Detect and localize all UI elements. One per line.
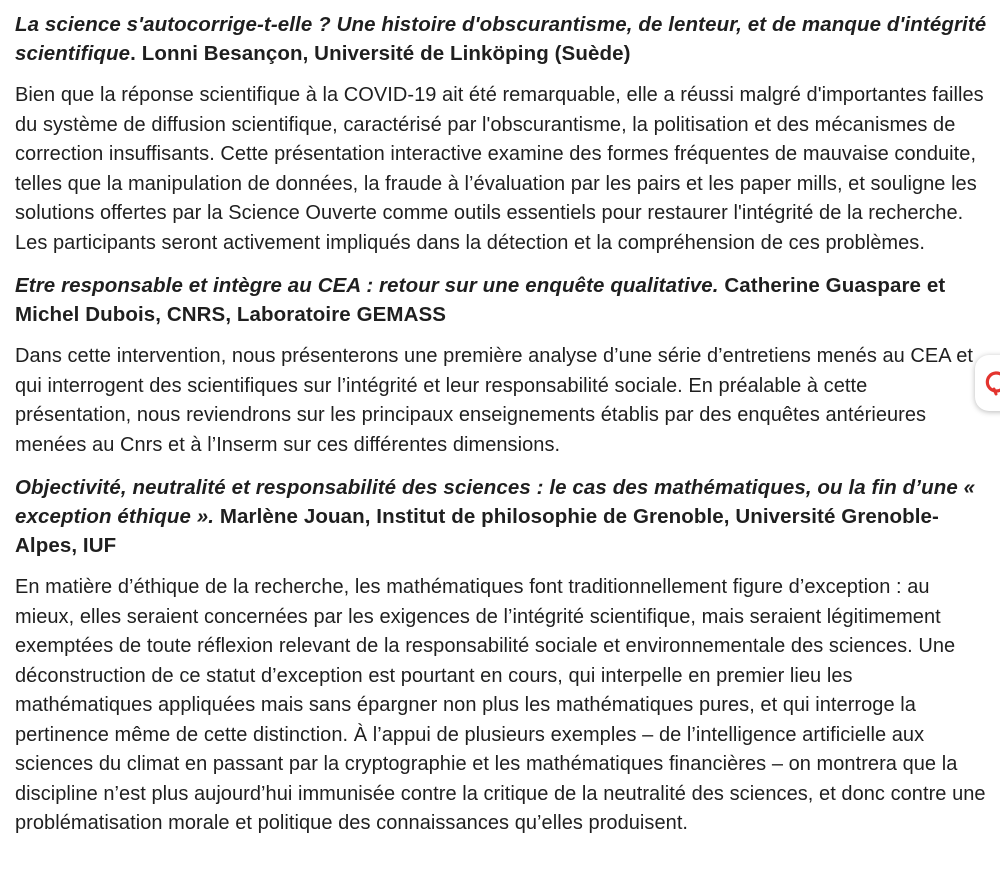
- talk-title: La science s'autocorrige-t-elle ? Une histoire d'obscurantisme, de lenteur, et de manque d'intégrité scientifique: [15, 13, 987, 65]
- chat-widget-button[interactable]: [975, 355, 1000, 411]
- talk-description: En matière d’éthique de la recherche, les mathématiques font traditionnellement figure d’exception : au mieux, elles seraient concernées par les exigences de l’intégrité scientifique, mais seraient légitimement exemptées de toute réflexion relevant de la responsabilité sociale et environnementale des sciences. Une déconstruction de ce statut d’exception est pourtant en cours, qui interpelle en premier lieu les mathématiques appliquées mais sans épargner non plus les mathématiques pures, et qui interroge la pertinence même de cette distinction. À l’appui de plusieurs exemples – de l’intelligence artificielle aux sciences du climat en passant par la cryptographie et les mathématiques financières – on montrera que la discipline n’est plus aujourd’hui immunisée contre la critique de la neutralité des sciences, et donc contre une problématisation morale et politique des connaissances qu’elles produisent.: [15, 576, 986, 834]
- talk-authors: Catherine Guaspare et Michel Dubois, CNRS, Laboratoire GEMASS: [15, 274, 946, 326]
- talk-description: Bien que la réponse scientifique à la COVID-19 ait été remarquable, elle a réussi malgré d'importantes failles du système de diffusion scientifique, caractérisé par l'obscurantisme, la politisation et des mécanismes de correction insuffisants. Cette présentation interactive examine des formes fréquentes de mauvaise conduite, telles que la manipulation de données, la fraude à l’évaluation par les pairs et les paper mills, et souligne les solutions offertes par la Science Ouverte comme outils essentiels pour restaurer l'intégrité de la recherche. Les participants seront activement impliqués dans la détection et la compréhension de ces problèmes.: [15, 84, 984, 254]
- talk-authors: Lonni Besançon, Université de Linköping (Suède): [135, 42, 631, 65]
- program-content: [15, 10, 987, 852]
- session-heading: [15, 271, 987, 329]
- session-1: [15, 10, 987, 258]
- session-heading: [15, 10, 987, 68]
- session-heading: [15, 473, 987, 560]
- session-3: [15, 473, 987, 839]
- session-2: [15, 271, 987, 460]
- talk-authors: Marlène Jouan, Institut de philosophie de Grenoble, Université Grenoble-Alpes, IUF: [15, 505, 939, 557]
- talk-description: Dans cette intervention, nous présenterons une première analyse d’une série d’entretiens menés au CEA et qui interrogent des scientifiques sur l’intégrité et leur responsabilité sociale. En préalable à cette présentation, nous reviendrons sur les principaux enseignements établis par des enquêtes antérieures menées au Cnrs et à l’Inserm sur ces différentes dimensions.: [15, 345, 973, 456]
- talk-title: Etre responsable et intègre au CEA : retour sur une enquête qualitative.: [15, 274, 719, 297]
- talk-title: Objectivité, neutralité et responsabilité des sciences : le cas des mathématiques, ou la fin d’une « exception éthique ».: [15, 476, 976, 528]
- chat-bubble-icon: [984, 370, 1000, 396]
- talk-title-end: .: [130, 42, 136, 65]
